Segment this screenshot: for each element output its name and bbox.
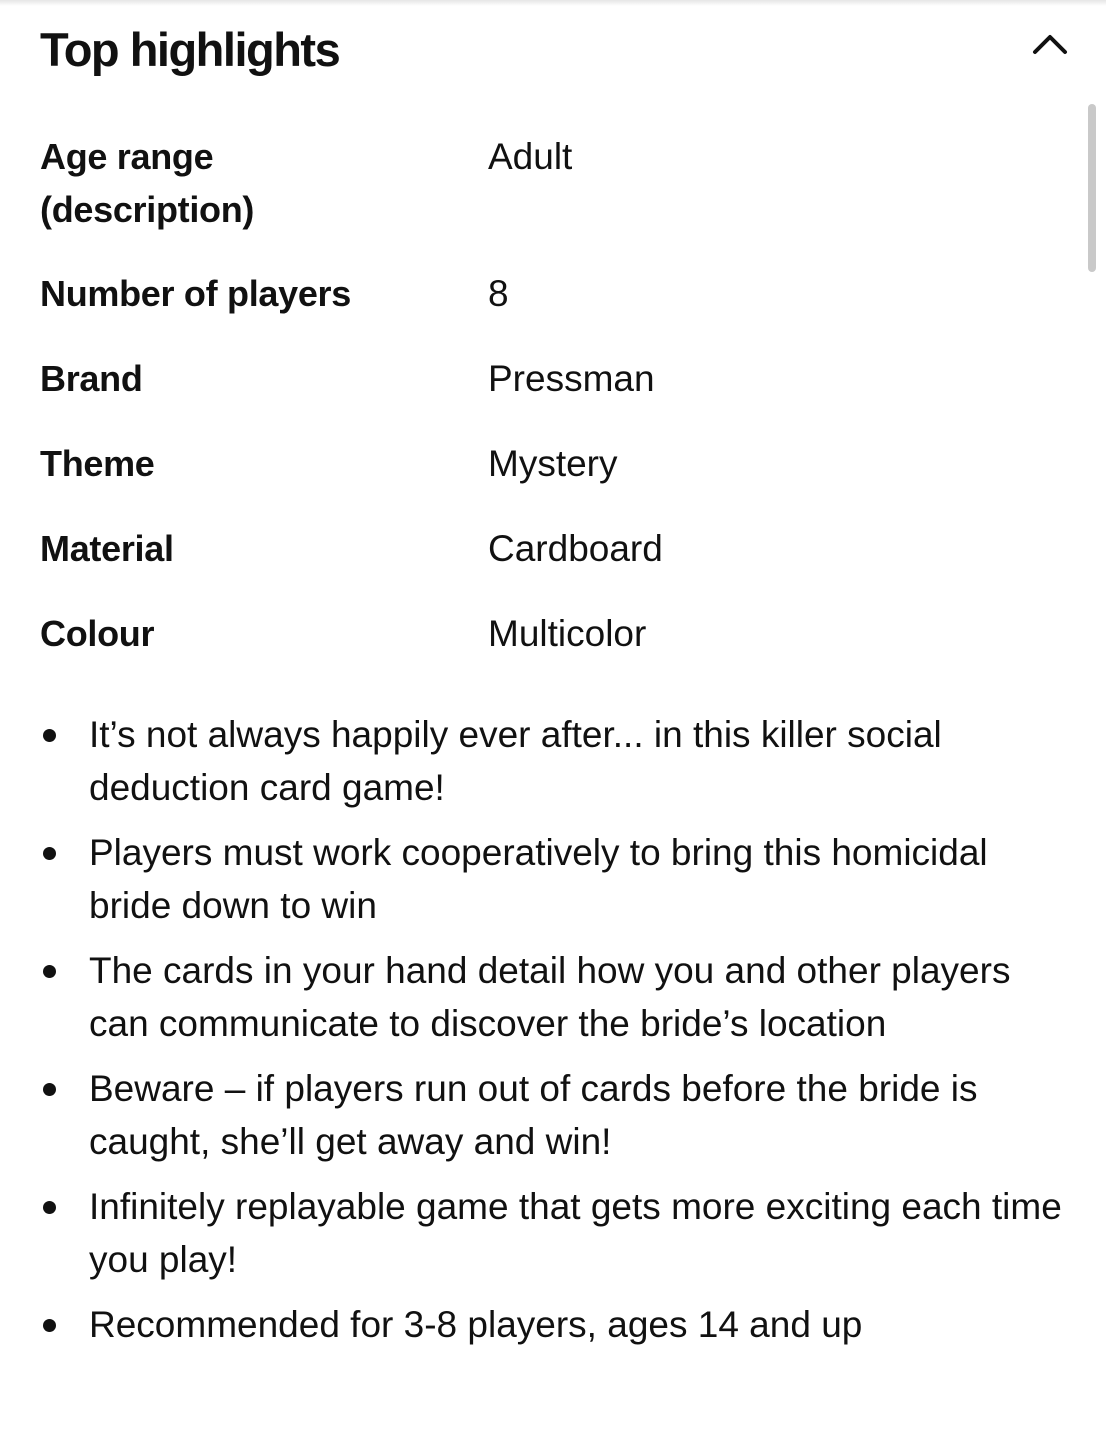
spec-label: Brand [40, 358, 143, 399]
list-item [40, 1180, 1070, 1286]
list-item [40, 1298, 1070, 1351]
spec-label: Age range (description) [40, 136, 255, 230]
list-item [40, 826, 1070, 932]
spec-row-number-of-players [40, 267, 1060, 320]
spec-value: 8 [488, 273, 509, 314]
collapse-button[interactable] [1030, 18, 1070, 62]
spec-value: Multicolor [488, 613, 647, 654]
list-item [40, 1062, 1070, 1168]
spec-label: Material [40, 528, 174, 569]
bullet-icon [43, 847, 56, 860]
specs-table [40, 130, 1060, 660]
spec-row-colour [40, 607, 1060, 660]
spec-row-brand [40, 352, 1060, 405]
spec-label: Colour [40, 613, 155, 654]
spec-value: Cardboard [488, 528, 663, 569]
list-item-text: Players must work cooperatively to bring this homicidal bride down to win [89, 832, 988, 926]
list-item-text: The cards in your hand detail how you and other players can communicate to discover the bride’s location [89, 950, 1011, 1044]
spec-value: Adult [488, 136, 573, 177]
spec-label: Number of players [40, 273, 351, 314]
top-edge-shadow [0, 0, 1106, 6]
bullet-icon [43, 1319, 56, 1332]
scrollbar-thumb[interactable] [1088, 104, 1096, 272]
spec-row-theme [40, 437, 1060, 490]
spec-row-age-range [40, 130, 1060, 236]
bullet-icon [43, 1083, 56, 1096]
list-item [40, 708, 1070, 814]
spec-label: Theme [40, 443, 155, 484]
chevron-up-icon [1030, 18, 1070, 62]
spec-value: Pressman [488, 358, 655, 399]
section-header[interactable] [40, 18, 1070, 82]
bullet-icon [43, 965, 56, 978]
bullet-icon [43, 1201, 56, 1214]
list-item-text: Infinitely replayable game that gets more exciting each time you play! [89, 1186, 1062, 1280]
list-item-text: It’s not always happily ever after... in this killer social deduction card game! [89, 714, 942, 808]
list-item [40, 944, 1070, 1050]
list-item-text: Beware – if players run out of cards before the bride is caught, she’ll get away and win! [89, 1068, 978, 1162]
highlights-list [40, 708, 1070, 1363]
bullet-icon [43, 729, 56, 742]
section-title: Top highlights [40, 23, 340, 76]
list-item-text: Recommended for 3-8 players, ages 14 and up [89, 1304, 863, 1345]
spec-value: Mystery [488, 443, 618, 484]
spec-row-material [40, 522, 1060, 575]
